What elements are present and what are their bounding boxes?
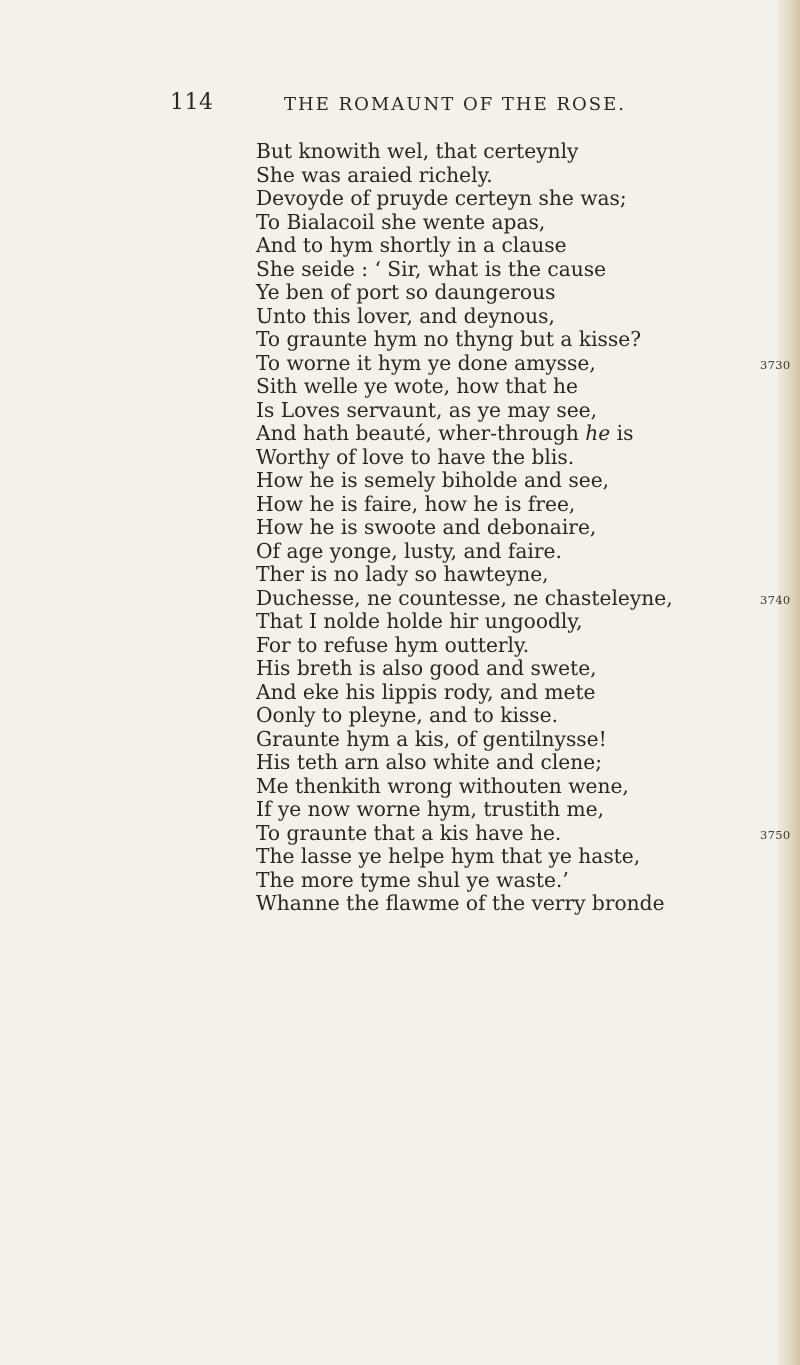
- line-number: 3730: [760, 357, 791, 372]
- verse-line: Sith welle ye wote, how that he: [256, 374, 578, 398]
- verse-line: And eke his lippis rody, and mete: [256, 679, 596, 704]
- verse-line: To graunte that a kis have he.: [256, 820, 562, 845]
- verse-line: Unto this lover, and deynous,: [256, 303, 555, 328]
- verse-line: Oonly to pleyne, and to kisse.: [256, 703, 559, 727]
- running-title: THE ROMAUNT OF THE ROSE.: [284, 94, 626, 115]
- verse-line: Of age yonge, lusty, and faire.: [256, 538, 562, 563]
- verse-line: Is Loves servaunt, as ye may see,: [256, 397, 598, 422]
- verse-line: His teth arn also white and clene;: [256, 750, 603, 774]
- verse-line: And hath beauté, wher-through he is: [256, 421, 634, 445]
- verse-line: Ye ben of port so daungerous: [256, 280, 556, 304]
- verse-line: That I nolde holde hir ungoodly,: [256, 609, 583, 633]
- verse-line: Graunte hym a kis, of gentilnysse!: [256, 726, 607, 751]
- verse-line: For to refuse hym outterly.: [256, 632, 530, 657]
- verse-line: How he is swoote and debonaire,: [256, 515, 597, 539]
- verse-line: To Bialacoil she wente apas,: [256, 209, 546, 234]
- page-edge: [778, 0, 800, 1365]
- verse-line: Duchesse, ne countesse, ne chasteleyne,: [256, 585, 673, 610]
- verse-line: Me thenkith wrong withouten wene,: [256, 773, 629, 798]
- verse-line: Ther is no lady so hawteyne,: [256, 562, 549, 586]
- verse-line: How he is semely biholde and see,: [256, 468, 610, 492]
- verse-line: If ye now worne hym, trustith me,: [256, 797, 605, 821]
- verse-line: Devoyde of pruyde certeyn she was;: [256, 186, 627, 210]
- verse-line: But knowith wel, that certeynly: [256, 139, 579, 163]
- verse-line: How he is faire, how he is free,: [256, 491, 576, 516]
- verse-line: To worne it hym ye done amysse,: [256, 350, 596, 375]
- verse-block: [256, 140, 726, 916]
- line-number: 3740: [760, 592, 791, 607]
- verse-line: And to hym shortly in a clause: [256, 233, 567, 257]
- verse-line: Worthy of love to have the blis.: [256, 444, 575, 469]
- page-header: [170, 90, 730, 120]
- verse-line: She was araied richely.: [256, 162, 493, 187]
- page-number: 114: [170, 90, 214, 115]
- line-number: 3750: [760, 827, 791, 842]
- verse-line: His breth is also good and swete,: [256, 656, 597, 680]
- verse-line: Whanne the flawme of the verry bronde: [256, 891, 665, 915]
- verse-line: The lasse ye helpe hym that ye haste,: [256, 844, 641, 868]
- verse-line: She seide : ‘ Sir, what is the cause: [256, 256, 607, 281]
- verse-line: The more tyme shul ye waste.’: [256, 867, 569, 892]
- verse-line: To graunte hym no thyng but a kisse?: [256, 327, 642, 351]
